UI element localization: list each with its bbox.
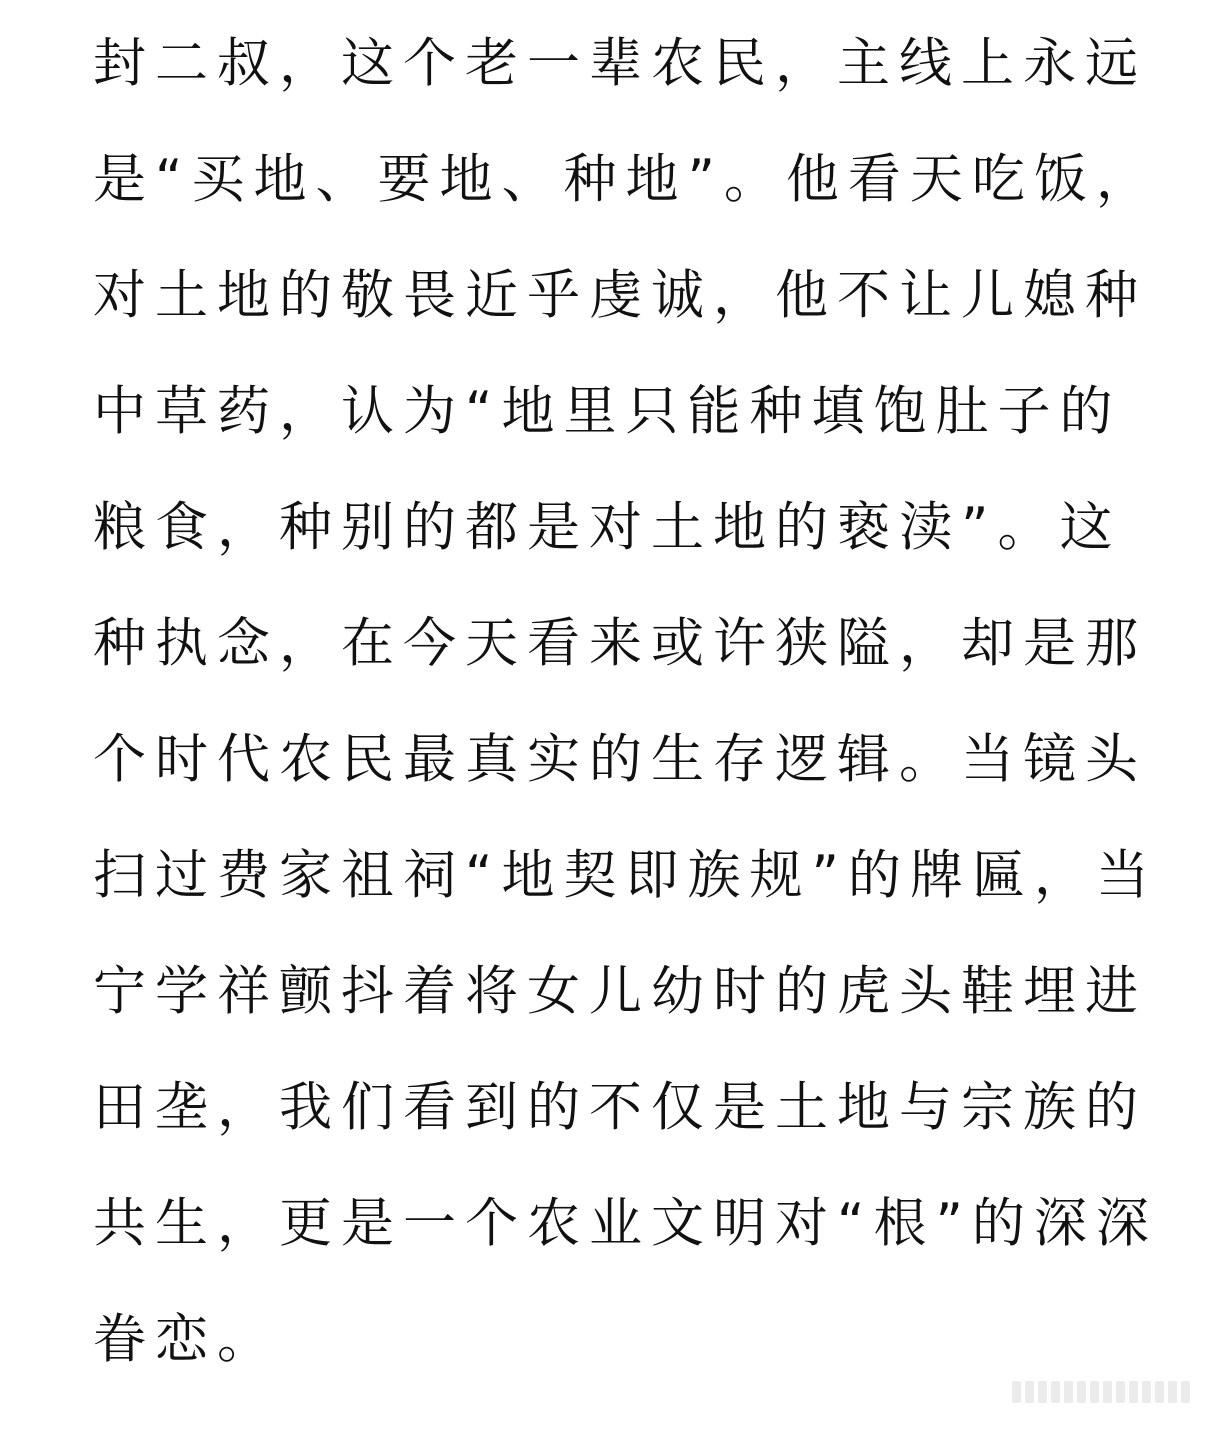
- text-line: 扫过费家祖祠“地契即族规”的牌匾，当: [93, 845, 1158, 906]
- text-line: 眷恋。: [93, 1309, 279, 1370]
- text-line: 封二叔，这个老一辈农民，主线上永远: [93, 33, 1147, 94]
- text-line: 个时代农民最真实的生存逻辑。当镜头: [93, 729, 1147, 790]
- text-line: 田垄，我们看到的不仅是土地与宗族的: [93, 1077, 1147, 1138]
- text-line: 是“买地、要地、种地”。他看天吃饭，: [93, 149, 1158, 210]
- watermark: [1012, 1381, 1212, 1411]
- text-line: 对土地的敬畏近乎虔诚，他不让儿媳种: [93, 265, 1147, 326]
- text-line: 粮食，种别的都是对土地的亵渎”。这: [93, 497, 1122, 558]
- text-line: 种执念，在今天看来或许狭隘，却是那: [93, 613, 1147, 674]
- text-line: 共生，更是一个农业文明对“根”的深深: [93, 1193, 1158, 1254]
- text-line: 宁学祥颤抖着将女儿幼时的虎头鞋埋进: [93, 961, 1147, 1022]
- text-line: 中草药，认为“地里只能种填饱肚子的: [93, 381, 1122, 442]
